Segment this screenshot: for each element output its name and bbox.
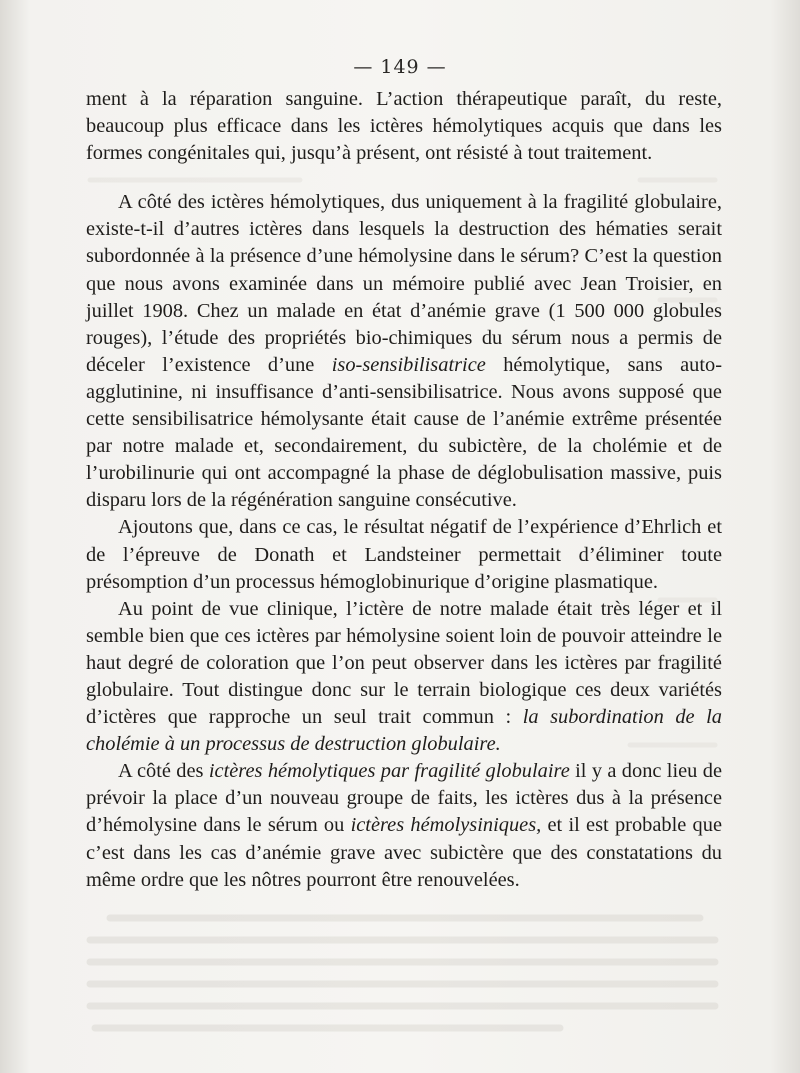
- paragraph: [86, 189, 722, 514]
- body-text: [86, 86, 722, 894]
- italic-text-segment: ictères hémolytiques par fragilité globulaire: [208, 760, 570, 783]
- text-segment: Au point de vue clinique, l’ictère de notre malade était très léger et il semble bien que ces ictères par hémolysine soient loin de pouvoir atteindre le haut degré de coloration que l’on peut observer dans les ictères par fragilité globulaire. Tout distingue donc sur le terrain biologique ces deux variétés d’ictères que rapproche un seul trait commun :: [86, 597, 722, 729]
- paragraph: [86, 596, 722, 759]
- paragraph: [86, 514, 722, 595]
- text-segment: Ajoutons que, dans ce cas, le résultat négatif de l’expérience d’Ehrlich et de l’épreuve de Donath et Landsteiner permettait d’éliminer toute présomption d’un processus hémoglobinurique d’origine plasmatique.: [86, 516, 722, 593]
- italic-text-segment: iso-sensibilisatrice: [331, 353, 486, 376]
- text-segment: A côté des: [118, 760, 209, 783]
- page-number: — 149 —: [353, 56, 447, 78]
- italic-text-segment: la subordination de la cholémie à un processus de destruction globulaire.: [86, 706, 722, 756]
- text-segment: ment à la réparation sanguine. L’action thérapeutique paraît, du reste, beaucoup plus efficace dans les ictères hémolytiques acquis que dans les formes congénitales qui, jusqu’à présent, ont résisté à tout traitement.: [86, 88, 722, 165]
- paragraph: [86, 86, 722, 167]
- text-segment: et il est probable que c’est dans les cas d’anémie grave avec subictère que des constatations du même ordre que les nôtres pourront être renouvelées.: [86, 814, 722, 891]
- text-segment: A côté des ictères hémolytiques, dus uniquement à la fragilité globulaire, existe-t-il d’autres ictères dans lesquels la destruction des hématies serait subordonnée à la présence d’une hémolysine dans le sérum? C’est la question que nous avons examinée dans un mémoire publié avec Jean Troisier, en juillet 1908. Chez un malade en état d’anémie grave (1 500 000 globules rouges), l’étude des propriétés bio-chimiques du sérum nous a permis de déceler l’existence d’une: [86, 191, 722, 376]
- paragraph: [86, 758, 722, 893]
- text-segment: hémolytique, sans auto-agglutinine, ni insuffisance d’anti-sensibilisatrice. Nous avons supposé que cette sensibilisatrice hémolysante était cause de l’anémie extrême présentée par notre malade et, secondairement, du subictère, de la cholémie et de l’urobilinurie qui ont accompagné la phase de déglobulisation massive, puis disparu lors de la régénération sanguine consécutive.: [86, 353, 723, 512]
- italic-text-segment: ictères hémolysiniques,: [350, 814, 542, 837]
- text-segment: il y a donc lieu de prévoir la place d’un nouveau groupe de faits, les ictères dus à la présence d’hémolysine dans le sérum ou: [86, 760, 722, 837]
